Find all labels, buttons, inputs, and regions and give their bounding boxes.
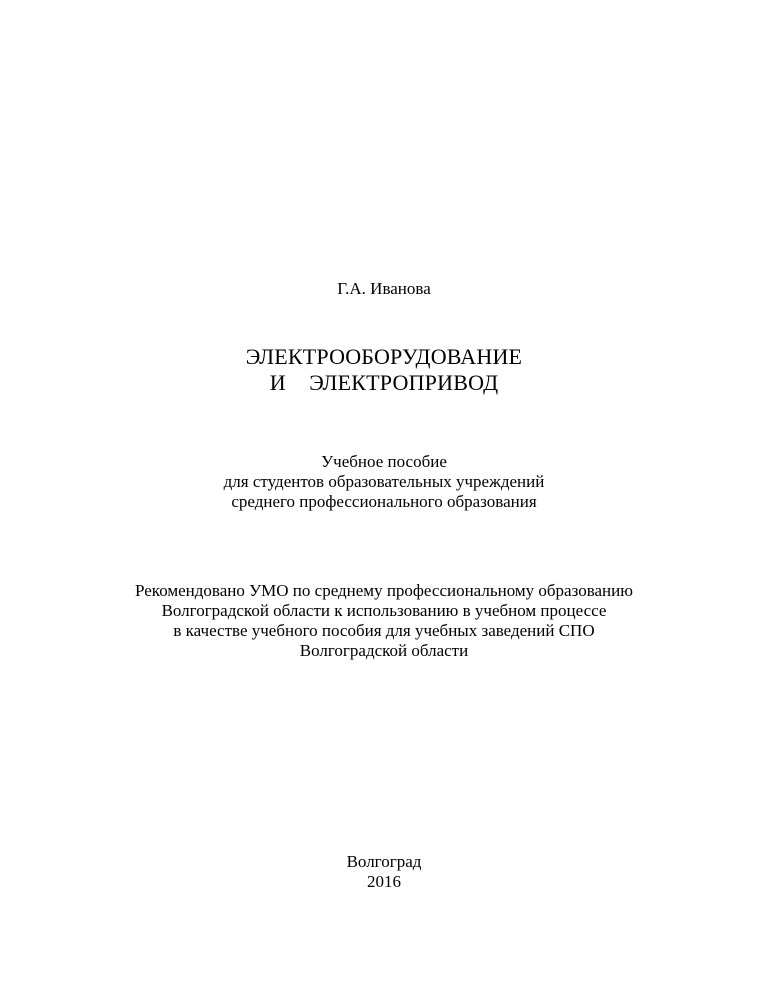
recommendation-line-2: Волгоградской области к использованию в учебном процессе [161, 601, 607, 620]
subtitle-line-2: для студентов образовательных учреждений [223, 472, 545, 491]
book-subtitle [0, 452, 768, 512]
title-line-2: И ЭЛЕКТРОПРИВОД [269, 370, 499, 395]
recommendation-line-1: Рекомендовано УМО по среднему профессиональному образованию [135, 581, 633, 600]
recommendation-line-3: в качестве учебного пособия для учебных заведений СПО [173, 621, 595, 640]
imprint-city: Волгоград [346, 852, 422, 871]
subtitle-line-3: среднего профессионального образования [231, 492, 537, 511]
recommendation-line-4: Волгоградской области [299, 641, 469, 660]
recommendation-note [0, 581, 768, 661]
subtitle-line-1: Учебное пособие [321, 452, 447, 471]
book-title [0, 344, 768, 396]
imprint [0, 852, 768, 892]
author-name: Г.А. Иванова [337, 279, 431, 298]
imprint-year: 2016 [367, 872, 401, 891]
title-line-1: ЭЛЕКТРООБОРУДОВАНИЕ [245, 344, 523, 369]
